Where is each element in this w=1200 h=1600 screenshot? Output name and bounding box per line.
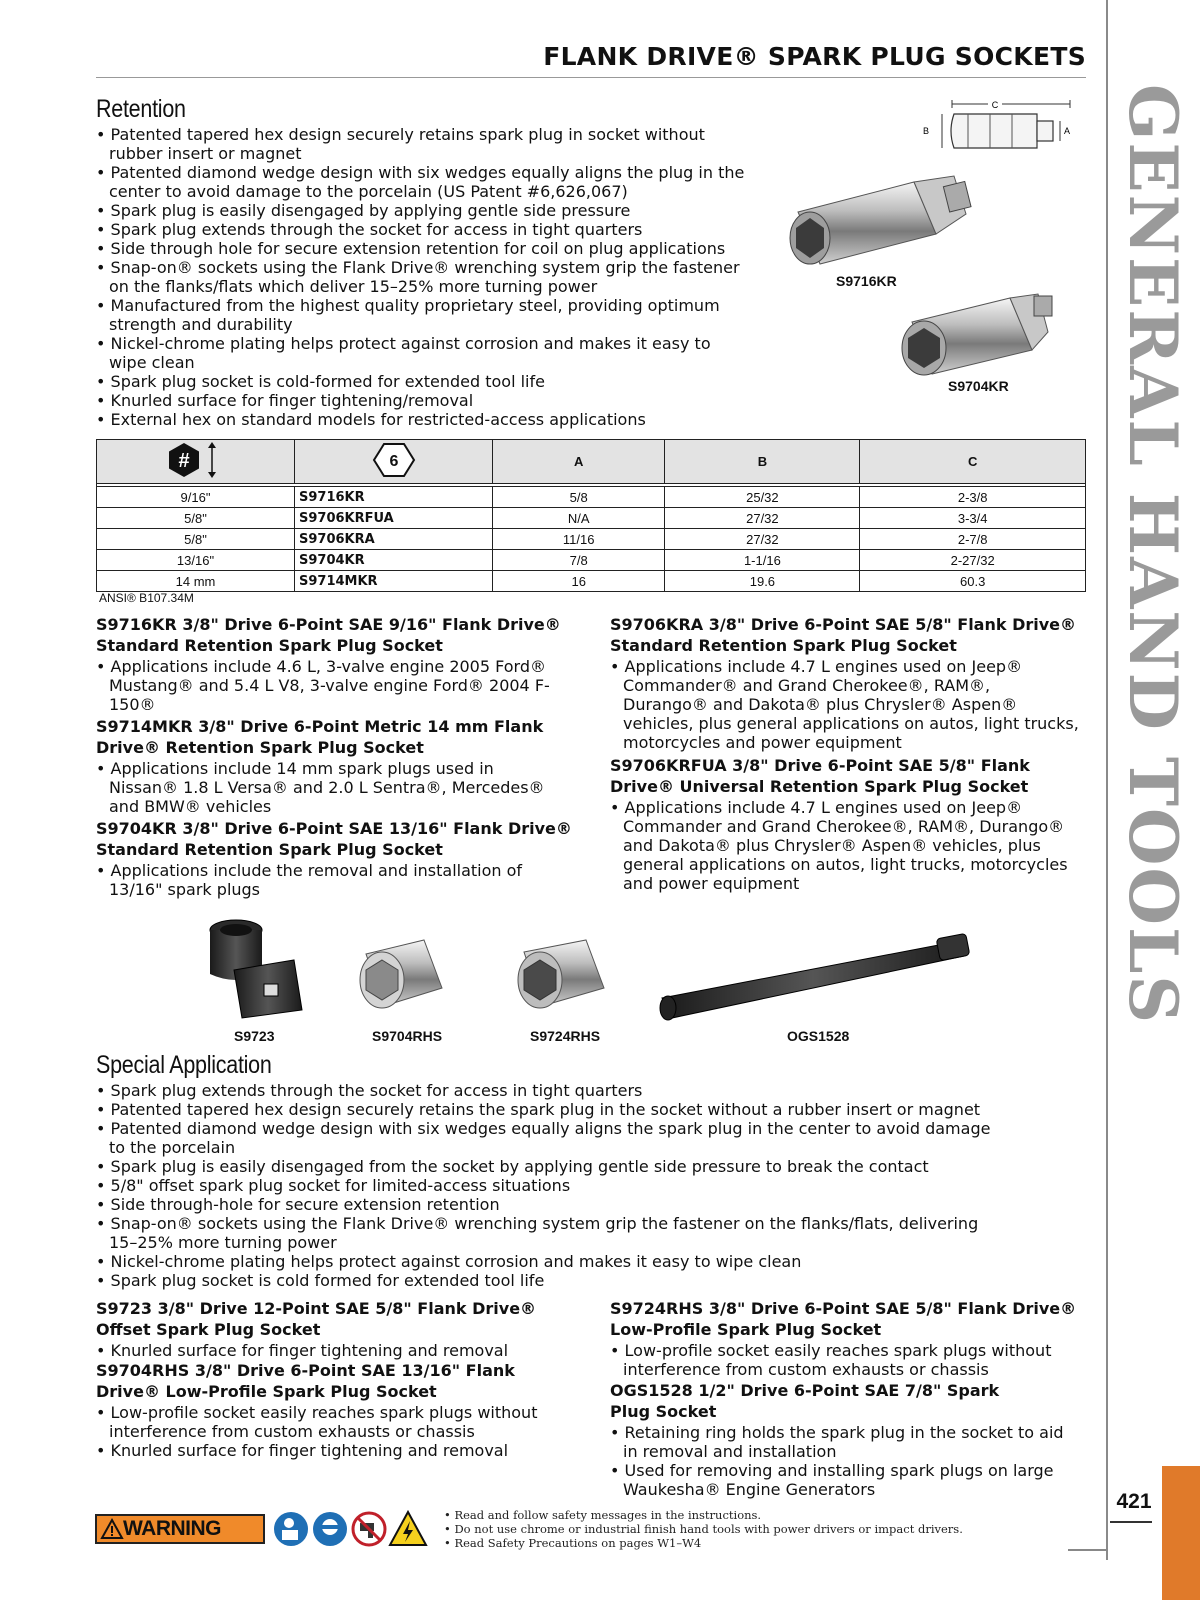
title-divider <box>96 77 1086 78</box>
svg-text:6: 6 <box>389 453 398 470</box>
product-bullets-s9704rhs: • Low-profile socket easily reaches spark plugs without interference from custom exhausts or chassis • Knurled surface for finger tightening and removal <box>96 1403 566 1460</box>
six-point-icon <box>372 442 416 478</box>
size-cell: 9/16" <box>97 487 295 508</box>
part-cell: S9704KR <box>295 550 493 571</box>
list-item: • Spark plug is easily disengaged from the socket by applying gentle side pressure to break the contact <box>96 1157 1006 1176</box>
c-cell: 3-3/4 <box>860 508 1086 529</box>
product-title-s9723: S9723 3/8" Drive 12-Point SAE 5/8" Flank Drive® Offset Spark Plug Socket <box>96 1299 537 1339</box>
no-power-tool-icon <box>353 1513 385 1545</box>
image-label-s9704rhs: S9704RHS <box>372 1028 443 1044</box>
b-cell: 25/32 <box>665 487 860 508</box>
dim-label-b: B <box>923 126 930 136</box>
list-item: • Spark plug socket is cold-formed for extended tool life <box>96 372 746 391</box>
a-cell: 5/8 <box>493 487 665 508</box>
c-cell: 60.3 <box>860 571 1086 592</box>
warning-triangle-icon <box>101 1519 123 1539</box>
product-bullets-s9716kr: • Applications include 4.6 L, 3-valve engine 2005 Ford® Mustang® and 5.4 L V8, 3-valve engine Ford® 2004 F-150® <box>96 657 556 714</box>
read-manual-icon <box>274 1512 308 1546</box>
warning-label: WARNING <box>123 1517 221 1540</box>
col-b-header: B <box>665 440 860 484</box>
a-cell: 11/16 <box>493 529 665 550</box>
table-row <box>97 529 1086 550</box>
c-cell: 2-3/8 <box>860 487 1086 508</box>
page-number: 421 <box>1116 1490 1152 1513</box>
section-tab-label: GENERAL HAND TOOLS <box>1114 84 1192 1026</box>
list-item: • Side through-hole for secure extension retention <box>96 1195 1006 1214</box>
a-cell: N/A <box>493 508 665 529</box>
dimension-diagram <box>923 94 1092 160</box>
product-title-s9716kr: S9716KR 3/8" Drive 6-Point SAE 9/16" Flank Drive® Standard Retention Spark Plug Socket <box>96 615 561 655</box>
size-cell: 5/8" <box>97 508 295 529</box>
page-title: FLANK DRIVE® SPARK PLUG SOCKETS <box>543 42 1086 71</box>
product-title-s9704kr: S9704KR 3/8" Drive 6-Point SAE 13/16" Flank Drive® Standard Retention Spark Plug Socket <box>96 819 572 859</box>
product-bullets-s9724rhs: • Low-profile socket easily reaches spark plugs without interference from custom exhausts or chassis <box>610 1341 1080 1379</box>
list-item: • Spark plug is easily disengaged by applying gentle side pressure <box>96 201 746 220</box>
size-cell: 13/16" <box>97 550 295 571</box>
product-title-s9706krfua: S9706KRFUA 3/8" Drive 6-Point SAE 5/8" Flank Drive® Universal Retention Spark Plug Socket <box>610 756 1030 796</box>
section-tab <box>1108 84 1198 1026</box>
product-title-ogs1528: OGS1528 1/2" Drive 6-Point SAE 7/8" Spark Plug Socket <box>610 1381 1000 1421</box>
socket-image-s9704rhs <box>358 934 450 1016</box>
safety-icons <box>272 1510 442 1548</box>
list-item: • Patented diamond wedge design with six wedges equally aligns the spark plug in the center to avoid damage to the porcelain <box>96 1119 1006 1157</box>
col-a-header: A <box>493 440 665 484</box>
c-cell: 2-7/8 <box>860 529 1086 550</box>
page-number-rule <box>1110 1521 1152 1523</box>
list-item: • Knurled surface for finger tightening/removal <box>96 391 746 410</box>
b-cell: 19.6 <box>665 571 860 592</box>
product-bullets-ogs1528: • Retaining ring holds the spark plug in the socket to aid in removal and installation • Used for removing and installing spark plugs on large Waukesha® Engine Generators <box>610 1423 1080 1499</box>
list-item: • 5/8" offset spark plug socket for limited-access situations <box>96 1176 1006 1195</box>
product-bullets-s9723: • Knurled surface for finger tightening and removal <box>96 1341 576 1360</box>
list-item: • Snap-on® sockets using the Flank Drive® wrenching system grip the fastener on the flanks/flats, delivering 15–25% more turning power <box>96 1214 1006 1252</box>
list-item: • Patented tapered hex design securely retains spark plug in socket without rubber insert or magnet <box>96 125 746 163</box>
list-item: • Manufactured from the highest quality proprietary steel, providing optimum strength and durability <box>96 296 746 334</box>
part-cell: S9706KRA <box>295 529 493 550</box>
list-item: • Patented diamond wedge design with six wedges equally aligns the plug in the center to avoid damage to the porcelain (US Patent #6,626,067) <box>96 163 746 201</box>
product-bullets-s9704kr: • Applications include the removal and installation of 13/16" spark plugs <box>96 861 556 899</box>
size-cell: 5/8" <box>97 529 295 550</box>
product-title-s9724rhs: S9724RHS 3/8" Drive 6-Point SAE 5/8" Flank Drive® Low-Profile Spark Plug Socket <box>610 1299 1077 1339</box>
product-title-s9704rhs: S9704RHS 3/8" Drive 6-Point SAE 13/16" Flank Drive® Low-Profile Spark Plug Socket <box>96 1361 515 1401</box>
socket-image-ogs1528 <box>658 934 978 1034</box>
electrical-hazard-icon <box>390 1512 426 1545</box>
list-item: • Side through hole for secure extension retention for coil on plug applications <box>96 239 746 258</box>
product-title-s9706kra: S9706KRA 3/8" Drive 6-Point SAE 5/8" Flank Drive® Standard Retention Spark Plug Socket <box>610 615 1077 655</box>
image-label-ogs1528: OGS1528 <box>787 1028 850 1044</box>
b-cell: 27/32 <box>665 529 860 550</box>
warning-banner <box>95 1514 265 1544</box>
page-tab-marker <box>1162 1466 1200 1600</box>
list-item: • External hex on standard models for restricted-access applications <box>96 410 746 429</box>
list-item: • Spark plug extends through the socket for access in tight quarters <box>96 1081 1006 1100</box>
list-item: • Nickel-chrome plating helps protect against corrosion and makes it easy to wipe clean <box>96 1252 1006 1271</box>
dim-label-a: A <box>1064 126 1071 136</box>
list-item: • Patented tapered hex design securely retains the spark plug in the socket without a rubber insert or magnet <box>96 1100 1006 1119</box>
part-cell: S9706KRFUA <box>295 508 493 529</box>
image-label-s9723: S9723 <box>234 1028 275 1044</box>
c-cell: 2-27/32 <box>860 550 1086 571</box>
part-column-header <box>295 440 493 484</box>
special-bullets <box>96 1081 1006 1290</box>
retention-heading: Retention <box>96 95 186 123</box>
socket-image-s9716kr <box>786 176 976 272</box>
image-label-s9724rhs: S9724RHS <box>530 1028 601 1044</box>
eye-protection-icon <box>313 1512 347 1546</box>
col-c-header: C <box>860 440 1086 484</box>
list-item: • Spark plug socket is cold formed for extended tool life <box>96 1271 1006 1290</box>
product-bullets-s9714mkr: • Applications include 14 mm spark plugs used in Nissan® 1.8 L Versa® and 2.0 L Sentra®, Mercedes® and BMW® vehicles <box>96 759 556 816</box>
b-cell: 27/32 <box>665 508 860 529</box>
socket-image-s9724rhs <box>516 934 612 1018</box>
product-title-s9714mkr: S9714MKR 3/8" Drive 6-Point Metric 14 mm Flank Drive® Retention Spark Plug Socket <box>96 717 544 757</box>
size-cell: 14 mm <box>97 571 295 592</box>
b-cell: 1-1/16 <box>665 550 860 571</box>
retention-bullets <box>96 125 746 429</box>
table-footnote: ANSI® B107.34M <box>99 591 194 605</box>
part-cell: S9716KR <box>295 487 493 508</box>
page-footer-rule <box>1068 1549 1108 1551</box>
image-label-s9704kr: S9704KR <box>948 378 1009 394</box>
hex-size-icon <box>166 442 226 478</box>
special-heading: Special Application <box>96 1051 272 1079</box>
table-row <box>97 571 1086 592</box>
socket-image-s9723 <box>206 914 306 1024</box>
product-bullets-s9706kra: • Applications include 4.7 L engines used on Jeep® Commander® and Grand Cherokee®, RAM®, Durango® and Dakota® plus Chrysler® Aspen® vehicles, plus general applications on autos, light trucks, motorcycles and power equipment <box>610 657 1080 752</box>
size-column-header <box>97 440 295 484</box>
list-item: • Spark plug extends through the socket for access in tight quarters <box>96 220 746 239</box>
list-item: • Snap-on® sockets using the Flank Drive® wrenching system grip the fastener on the flanks/flats which deliver 15–25% more turning power <box>96 258 746 296</box>
list-item: • Nickel-chrome plating helps protect against corrosion and makes it easy to wipe clean <box>96 334 746 372</box>
table-row <box>97 550 1086 571</box>
dim-label-c: C <box>991 100 999 110</box>
table-row <box>97 487 1086 508</box>
image-label-s9716kr: S9716KR <box>836 273 897 289</box>
socket-image-s9704kr <box>898 292 1058 380</box>
a-cell: 16 <box>493 571 665 592</box>
part-cell: S9714MKR <box>295 571 493 592</box>
safety-notes: • Read and follow safety messages in the instructions. • Do not use chrome or industrial finish hand tools with power drivers or impact drivers. • Read Safety Precautions on pages W1–W4 <box>444 1508 963 1550</box>
spec-table <box>96 439 1086 592</box>
product-bullets-s9706krfua: • Applications include 4.7 L engines used on Jeep® Commander and Grand Cherokee®, RAM®, Durango® and Dakota® plus Chrysler® Aspen® vehicles, plus general applications on autos, light trucks, motorcycles and power equipment <box>610 798 1080 893</box>
svg-text:#: # <box>177 450 190 472</box>
a-cell: 7/8 <box>493 550 665 571</box>
table-row <box>97 508 1086 529</box>
